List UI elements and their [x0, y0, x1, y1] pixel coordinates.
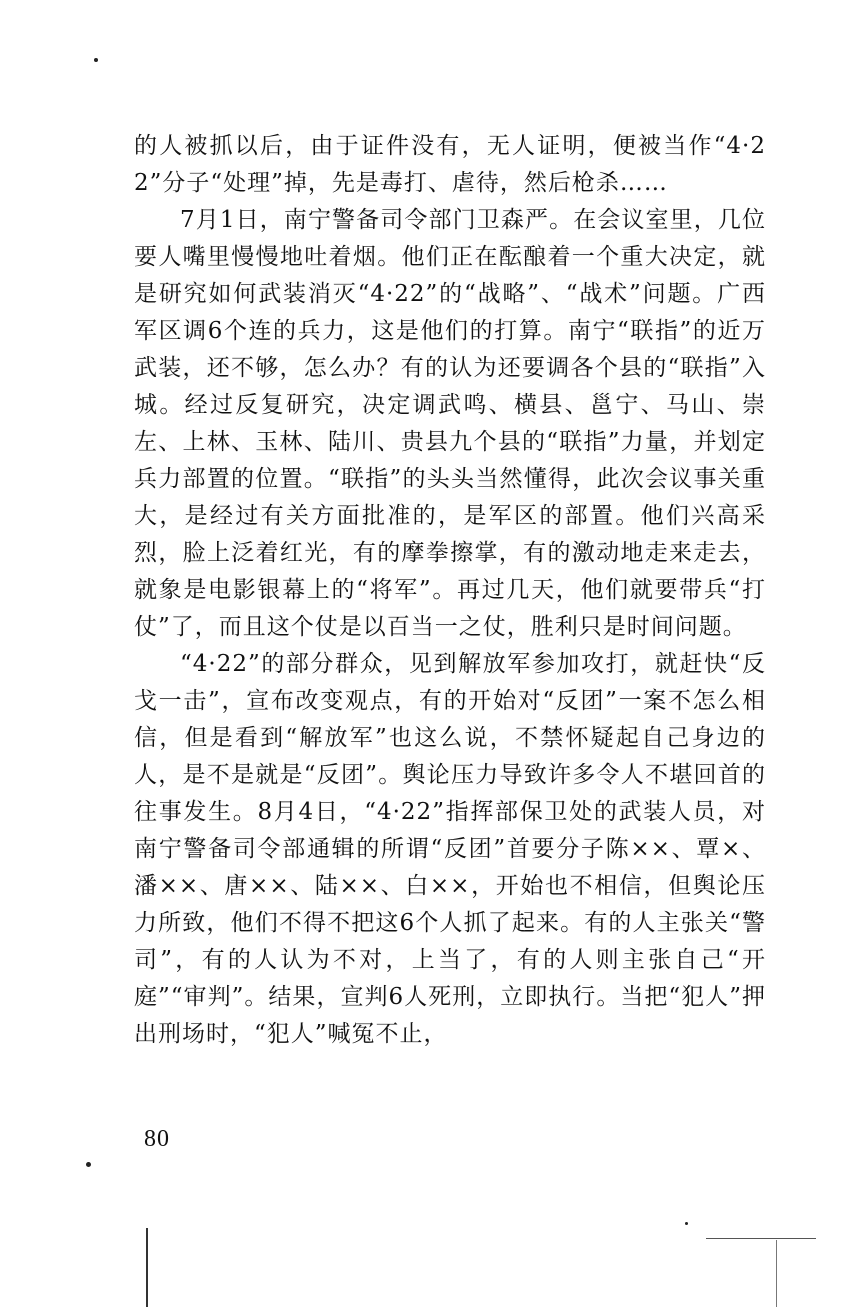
scan-edge-line — [706, 1238, 816, 1239]
scan-edge-line — [776, 1240, 777, 1307]
scan-speck — [86, 1162, 91, 1167]
binding-edge-line — [146, 1228, 148, 1307]
body-text — [134, 128, 766, 1053]
page-number: 80 — [144, 1126, 170, 1152]
paragraph-july-meeting: 7月1日，南宁警备司令部门卫森严。在会议室里，几位要人嘴里慢慢地吐着烟。他们正在酝酿着一个重大决定，就是研究如何武装消灭“4·22”的“战略”、“战术”问题。广西军区调6个连的兵力，这是他们的打算。南宁“联指”的近万武装，还不够，怎么办？有的认为还要调各个县的“联指”入城。经过反复研究，决定调武鸣、横县、邕宁、马山、崇左、上林、玉林、陆川、贵县九个县的“联指”力量，并划定兵力部置的位置。“联指”的头头当然懂得，此次会议事关重大，是经过有关方面批准的，是军区的部置。他们兴高采烈，脸上泛着红光，有的摩拳擦掌，有的激动地走来走去，就象是电影银幕上的“将军”。再过几天，他们就要带兵“打仗”了，而且这个仗是以百当一之仗，胜利只是时间问题。 — [134, 207, 766, 640]
scan-speck — [94, 58, 98, 62]
paragraph-continuation: 的人被抓以后，由于证件没有，无人证明，便被当作“4·22”分子“处理”掉，先是毒打、虐待，然后枪杀…… — [134, 133, 766, 196]
paragraph-aug-execution: “4·22”的部分群众，见到解放军参加攻打，就赶快“反戈一击”，宣布改变观点，有的开始对“反团”一案不怎么相信，但是看到“解放军”也这么说，不禁怀疑起自己身边的人，是不是就是“反团”。舆论压力导致许多令人不堪回首的往事发生。8月4日，“4·22”指挥部保卫处的武装人员，对南宁警备司令部通辑的所谓“反团”首要分子陈××、覃×、潘××、唐××、陆××、白××，开始也不相信，但舆论压力所致，他们不得不把这6个人抓了起来。有的人主张关“警司”，有的人认为不对，上当了，有的人则主张自己“开庭”“审判”。结果，宣判6人死刑，立即执行。当把“犯人”押出刑场时，“犯人”喊冤不止， — [134, 651, 766, 1047]
scan-speck — [685, 1222, 688, 1225]
